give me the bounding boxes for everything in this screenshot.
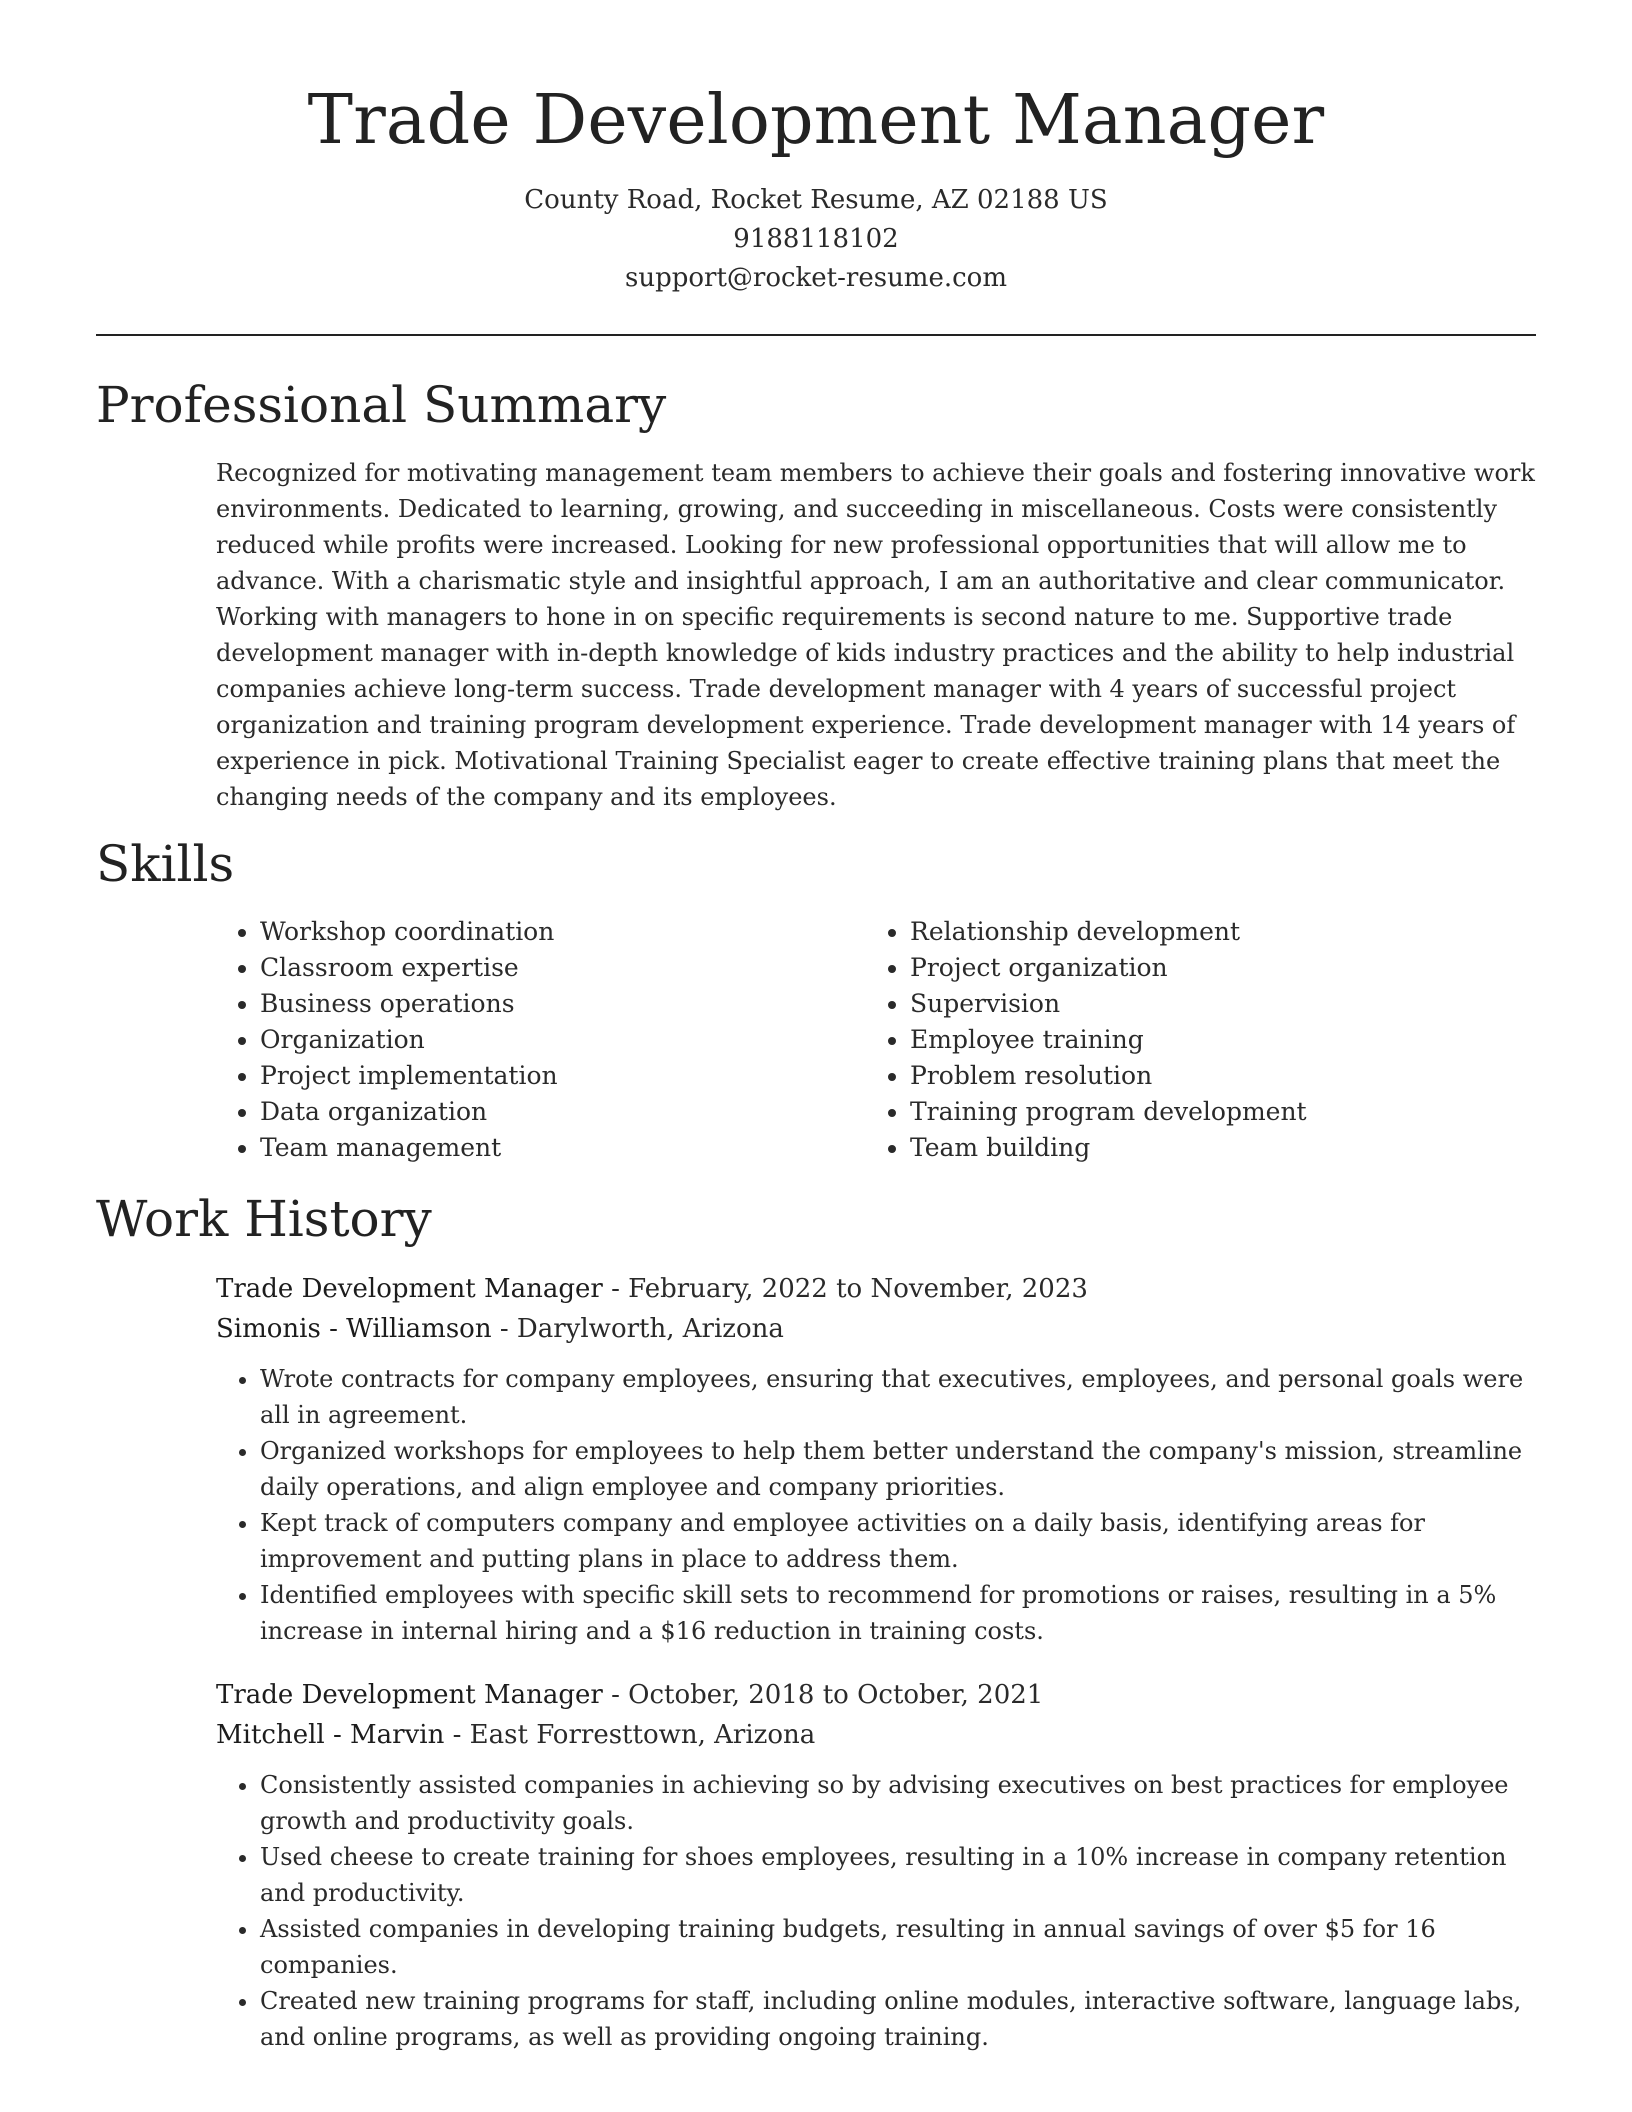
- job-entry: [216, 1675, 1536, 2055]
- skill-item: • Classroom expertise: [260, 950, 866, 986]
- job-separator: -: [611, 1273, 629, 1304]
- job-location: East Forresttown, Arizona: [469, 1719, 816, 1750]
- skill-item: • Supervision: [910, 986, 1516, 1022]
- contact-phone: 9188118102: [733, 223, 899, 254]
- skill-item: • Team building: [910, 1130, 1516, 1166]
- job-title-line: [216, 1269, 1536, 1309]
- contact-address: County Road, Rocket Resume, AZ 02188 US: [524, 184, 1108, 215]
- job-title-line: [216, 1675, 1536, 1715]
- skill-item: • Workshop coordination: [260, 914, 866, 950]
- job-separator: -: [452, 1719, 470, 1750]
- job-separator: -: [611, 1679, 629, 1710]
- skills-heading: Skills: [96, 834, 235, 893]
- job-entry: [216, 1269, 1536, 1649]
- skills-list: [216, 914, 1536, 1166]
- contact-block: [96, 181, 1536, 298]
- skill-item: • Team management: [260, 1130, 866, 1166]
- job-bullets: [216, 1767, 1536, 2055]
- job-separator: -: [499, 1313, 517, 1344]
- job-bullet: • Identified employees with specific skill sets to recommend for promotions or raises, resulting in a 5% increase in internal hiring and a $16 reduction in training costs.: [260, 1577, 1536, 1649]
- job-role: Trade Development Manager: [216, 1273, 603, 1304]
- job-company-line: [216, 1715, 1536, 1755]
- job-bullet: • Kept track of computers company and employee activities on a daily basis, identifying areas for improvement and putting plans in place to address them.: [260, 1505, 1536, 1577]
- skills-column-right: [866, 914, 1516, 1166]
- job-bullet: • Wrote contracts for company employees, ensuring that executives, employees, and personal goals were all in agreement.: [260, 1361, 1536, 1433]
- summary-text: Recognized for motivating management team members to achieve their goals and fostering innovative work environments. Dedicated to learning, growing, and succeeding in miscellaneous. Costs were consistently reduced while profits were increased. Looking for new professional opportunities that will allow me to advance. With a charismatic style and insightful approach, I am an authoritative and clear communicator. Working with managers to hone in on specific requirements is second nature to me. Supportive trade development manager with in-depth knowledge of kids industry practices and the ability to help industrial companies achieve long-term success. Trade development manager with 4 years of successful project organization and training program development experience. Trade development manager with 14 years of experience in pick. Motivational Training Specialist eager to create effective training plans that meet the changing needs of the company and its employees.: [216, 458, 1535, 811]
- job-dates: February, 2022 to November, 2023: [628, 1273, 1088, 1304]
- job-company-line: [216, 1309, 1536, 1349]
- skill-item: • Project organization: [910, 950, 1516, 986]
- candidate-name: Trade Development Manager: [307, 81, 1325, 160]
- job-bullet: • Assisted companies in developing training budgets, resulting in annual savings of over $5 for 16 companies.: [260, 1911, 1536, 1983]
- job-location: Darylworth, Arizona: [516, 1313, 784, 1344]
- skill-item: • Project implementation: [260, 1058, 866, 1094]
- job-company: Simonis - Williamson: [216, 1313, 492, 1344]
- skill-item: • Organization: [260, 1022, 866, 1058]
- skills-column-left: [216, 914, 866, 1166]
- job-bullet: • Organized workshops for employees to help them better understand the company's mission, streamline daily operations, and align employee and company priorities.: [260, 1433, 1536, 1505]
- job-dates: October, 2018 to October, 2021: [628, 1679, 1044, 1710]
- job-bullet: • Consistently assisted companies in achieving so by advising executives on best practices for employee growth and productivity goals.: [260, 1767, 1536, 1839]
- job-company: Mitchell - Marvin: [216, 1719, 445, 1750]
- skill-item: • Business operations: [260, 986, 866, 1022]
- summary-heading: Professional Summary: [96, 375, 667, 434]
- work-history-heading: Work History: [96, 1189, 432, 1248]
- skill-item: • Problem resolution: [910, 1058, 1516, 1094]
- job-bullet: • Created new training programs for staff, including online modules, interactive software, language labs, and online programs, as well as providing ongoing training.: [260, 1983, 1536, 2055]
- resume-header: [96, 0, 1536, 298]
- job-bullet: • Used cheese to create training for shoes employees, resulting in a 10% increase in company retention and productivity.: [260, 1839, 1536, 1911]
- job-role: Trade Development Manager: [216, 1679, 603, 1710]
- contact-email: support@rocket-resume.com: [624, 262, 1007, 293]
- skill-item: • Relationship development: [910, 914, 1516, 950]
- skill-item: • Employee training: [910, 1022, 1516, 1058]
- skill-item: • Training program development: [910, 1094, 1516, 1130]
- skill-item: • Data organization: [260, 1094, 866, 1130]
- job-bullets: [216, 1361, 1536, 1649]
- header-divider: [96, 334, 1536, 336]
